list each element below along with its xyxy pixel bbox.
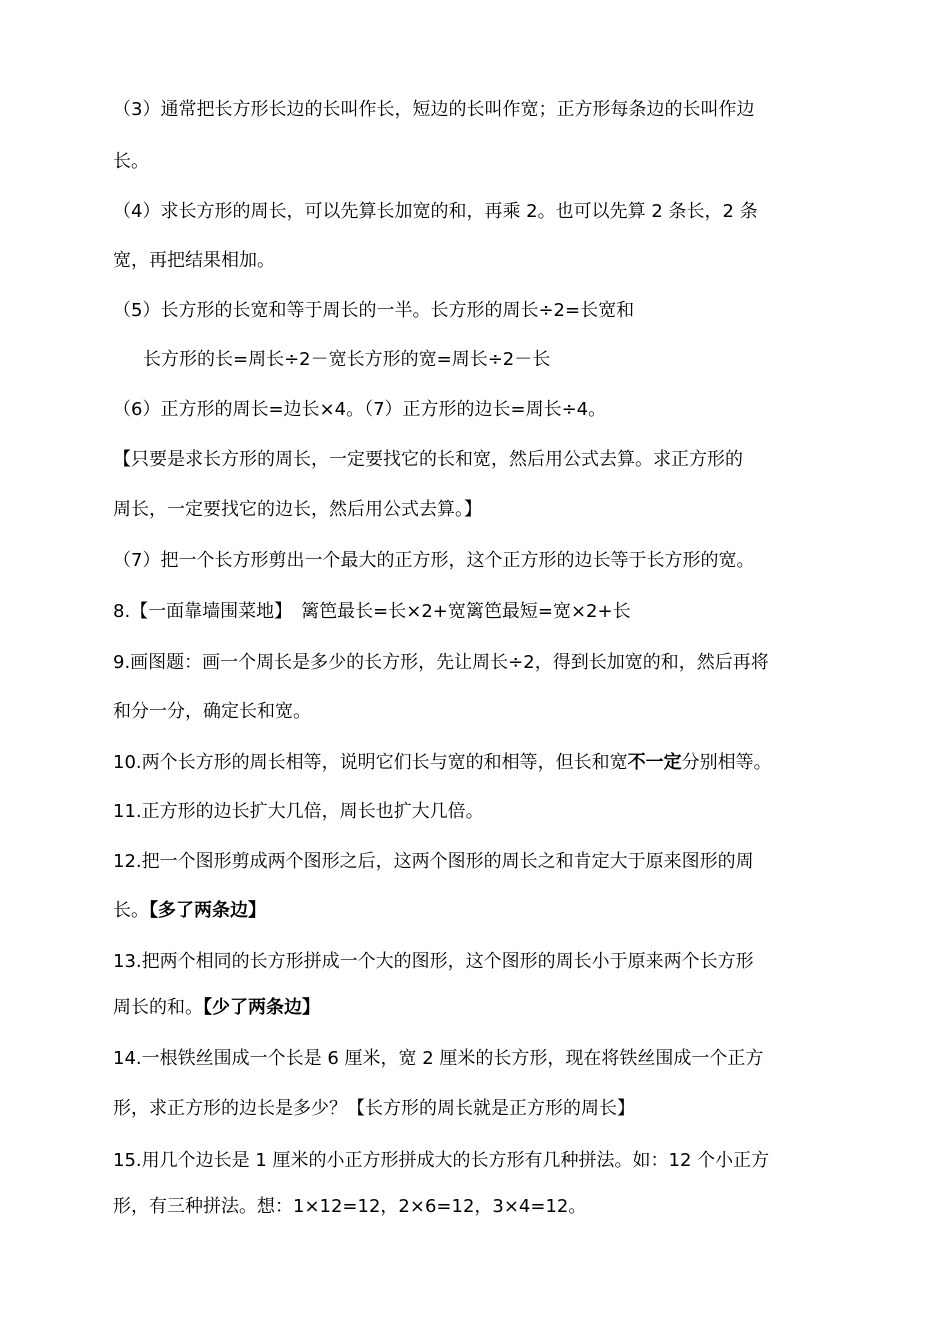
text-line: 9.画图题：画一个周长是多少的长方形，先让周长÷2，得到长加宽的和，然后再将 xyxy=(113,652,769,673)
text-line: 12.把一个图形剪成两个图形之后，这两个图形的周长之和肯定大于原来图形的周 xyxy=(113,851,754,872)
text-line: 【只要是求长方形的周长，一定要找它的长和宽，然后用公式去算。求正方形的 xyxy=(113,449,743,470)
emphasis-text: 【少了两条边】 xyxy=(203,997,320,1018)
text-line: 周长，一定要找它的边长，然后用公式去算。】 xyxy=(113,499,482,520)
text-run: 长。 xyxy=(113,900,149,921)
text-run: 周长的和。 xyxy=(113,997,203,1018)
text-line: 15.用几个边长是 1 厘米的小正方形拼成大的长方形有几种拼法。如：12 个小正方 xyxy=(113,1150,770,1171)
text-line: 13.把两个相同的长方形拼成一个大的图形，这个图形的周长小于原来两个长方形 xyxy=(113,951,754,972)
text-line: 形，求正方形的边长是多少？【长方形的周长就是正方形的周长】 xyxy=(113,1098,635,1119)
emphasis-text: 【多了两条边】 xyxy=(149,900,266,921)
text-line: （6）正方形的周长=边长×4。（7）正方形的边长=周长÷4。 xyxy=(113,399,607,420)
text-line: 长。 xyxy=(113,151,149,172)
text-line: 长方形的长=周长÷2－宽长方形的宽=周长÷2－长 xyxy=(143,349,551,370)
text-line: 和分一分，确定长和宽。 xyxy=(113,701,311,722)
text-line xyxy=(113,899,843,923)
text-line: 8.【一面靠墙围菜地】 篱笆最长=长×2+宽篱笆最短=宽×2+长 xyxy=(113,601,631,622)
text-line xyxy=(113,751,843,775)
text-line: （3）通常把长方形长边的长叫作长，短边的长叫作宽；正方形每条边的长叫作边 xyxy=(113,99,755,120)
text-line: （7）把一个长方形剪出一个最大的正方形，这个正方形的边长等于长方形的宽。 xyxy=(113,550,755,571)
text-line: 14.一根铁丝围成一个长是 6 厘米，宽 2 厘米的长方形，现在将铁丝围成一个正方 xyxy=(113,1048,764,1069)
text-line: （4）求长方形的周长，可以先算长加宽的和，再乘 2。也可以先算 2 条长，2 条 xyxy=(113,201,758,222)
text-line xyxy=(113,996,843,1020)
text-run: 分别相等。 xyxy=(681,752,772,773)
text-line: 宽，再把结果相加。 xyxy=(113,250,275,271)
emphasis-text: 不一定 xyxy=(627,752,682,773)
text-run: 10.两个长方形的周长相等，说明它们长与宽的和相等，但长和宽 xyxy=(113,752,628,773)
text-line: （5）长方形的长宽和等于周长的一半。长方形的周长÷2=长宽和 xyxy=(113,300,635,321)
text-line: 形，有三种拼法。想：1×12=12，2×6=12，3×4=12。 xyxy=(113,1196,587,1217)
text-line: 11.正方形的边长扩大几倍，周长也扩大几倍。 xyxy=(113,801,484,822)
